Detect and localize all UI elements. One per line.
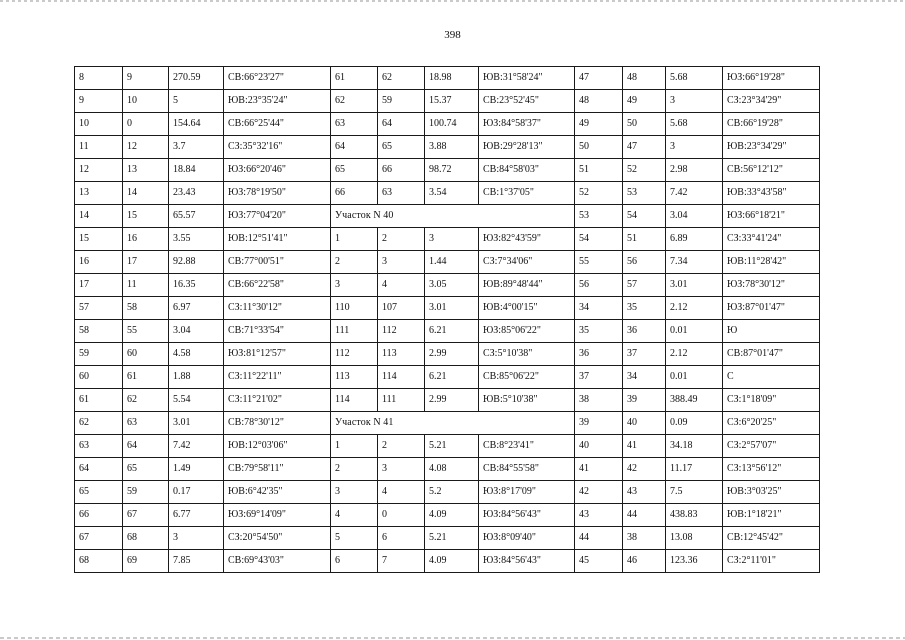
table-row [75,251,820,274]
distance-cell: 3.88 [425,136,479,159]
to-point-cell: 4 [378,274,425,297]
bearing-cell: ЮЗ:78°19'50" [224,182,331,205]
distance-cell: 7.42 [666,182,723,205]
from-point-cell: 58 [75,320,123,343]
distance-cell: 18.84 [169,159,224,182]
from-point-cell: 67 [75,527,123,550]
bearing-cell: ЮЗ:66°20'46" [224,159,331,182]
from-point-cell: 5 [331,527,378,550]
distance-cell: 15.37 [425,90,479,113]
from-point-cell: 65 [331,159,378,182]
to-point-cell: 3 [378,251,425,274]
to-point-cell: 67 [123,504,169,527]
bearing-cell: СЗ:6°20'25" [723,412,820,435]
to-point-cell: 40 [623,412,666,435]
from-point-cell: 2 [331,458,378,481]
to-point-cell: 111 [378,389,425,412]
distance-cell: 5 [169,90,224,113]
to-point-cell: 50 [623,113,666,136]
distance-cell: 4.09 [425,504,479,527]
bearing-cell: ЮВ:89°48'44" [479,274,575,297]
from-point-cell: 47 [575,67,623,90]
bearing-cell: ЮВ:1°18'21" [723,504,820,527]
to-point-cell: 9 [123,67,169,90]
distance-cell: 0.09 [666,412,723,435]
from-point-cell: 4 [331,504,378,527]
to-point-cell: 69 [123,550,169,573]
to-point-cell: 0 [123,113,169,136]
to-point-cell: 51 [623,228,666,251]
distance-cell: 6.77 [169,504,224,527]
distance-cell: 7.42 [169,435,224,458]
to-point-cell: 114 [378,366,425,389]
from-point-cell: 52 [575,182,623,205]
to-point-cell: 11 [123,274,169,297]
from-point-cell: 112 [331,343,378,366]
from-point-cell: 38 [575,389,623,412]
to-point-cell: 63 [378,182,425,205]
from-point-cell: 2 [331,251,378,274]
from-point-cell: 50 [575,136,623,159]
table-row [75,504,820,527]
to-point-cell: 12 [123,136,169,159]
distance-cell: 3 [666,136,723,159]
bearing-cell: СВ:66°22'58" [224,274,331,297]
distance-cell: 3.01 [666,274,723,297]
from-point-cell: 49 [575,113,623,136]
to-point-cell: 0 [378,504,425,527]
from-point-cell: 110 [331,297,378,320]
bearing-cell: СВ:66°25'44" [224,113,331,136]
from-point-cell: 13 [75,182,123,205]
survey-table-body [75,67,820,573]
bearing-cell: ЮЗ:69°14'09" [224,504,331,527]
bearing-cell: ЮЗ:84°58'37" [479,113,575,136]
from-point-cell: 3 [331,481,378,504]
bearing-cell: СЗ:11°21'02" [224,389,331,412]
distance-cell: 2.12 [666,297,723,320]
distance-cell: 1.88 [169,366,224,389]
bearing-cell: ЮВ:6°42'35" [224,481,331,504]
distance-cell: 13.08 [666,527,723,550]
from-point-cell: 34 [575,297,623,320]
table-row [75,159,820,182]
to-point-cell: 17 [123,251,169,274]
to-point-cell: 107 [378,297,425,320]
table-row [75,274,820,297]
distance-cell: 6.97 [169,297,224,320]
bearing-cell: СЗ:20°54'50" [224,527,331,550]
distance-cell: 23.43 [169,182,224,205]
to-point-cell: 68 [123,527,169,550]
table-row [75,67,820,90]
table-row [75,481,820,504]
to-point-cell: 63 [123,412,169,435]
distance-cell: 3.01 [169,412,224,435]
from-point-cell: 64 [331,136,378,159]
bearing-cell: ЮЗ:84°56'43" [479,504,575,527]
distance-cell: 7.34 [666,251,723,274]
to-point-cell: 37 [623,343,666,366]
distance-cell: 0.17 [169,481,224,504]
from-point-cell: 40 [575,435,623,458]
from-point-cell: 54 [575,228,623,251]
distance-cell: 5.2 [425,481,479,504]
bearing-cell: СЗ:1°18'09" [723,389,820,412]
from-point-cell: 10 [75,113,123,136]
distance-cell: 3.01 [425,297,479,320]
to-point-cell: 54 [623,205,666,228]
distance-cell: 98.72 [425,159,479,182]
distance-cell: 1.44 [425,251,479,274]
bearing-cell: СВ:1°37'05" [479,182,575,205]
distance-cell: 388.49 [666,389,723,412]
bearing-cell: С [723,366,820,389]
to-point-cell: 52 [623,159,666,182]
to-point-cell: 112 [378,320,425,343]
from-point-cell: 56 [575,274,623,297]
bearing-cell: СЗ:11°30'12" [224,297,331,320]
bearing-cell: СВ:79°58'11" [224,458,331,481]
to-point-cell: 2 [378,435,425,458]
from-point-cell: 36 [575,343,623,366]
to-point-cell: 42 [623,458,666,481]
distance-cell: 3 [169,527,224,550]
to-point-cell: 59 [123,481,169,504]
to-point-cell: 13 [123,159,169,182]
from-point-cell: 57 [75,297,123,320]
table-row [75,527,820,550]
distance-cell: 3 [425,228,479,251]
from-point-cell: 37 [575,366,623,389]
to-point-cell: 16 [123,228,169,251]
to-point-cell: 44 [623,504,666,527]
to-point-cell: 14 [123,182,169,205]
distance-cell: 6.21 [425,320,479,343]
to-point-cell: 56 [623,251,666,274]
bearing-cell: ЮВ:12°51'41" [224,228,331,251]
from-point-cell: 42 [575,481,623,504]
distance-cell: 5.68 [666,113,723,136]
distance-cell: 3.05 [425,274,479,297]
to-point-cell: 62 [378,67,425,90]
bearing-cell: СВ:77°00'51" [224,251,331,274]
from-point-cell: 64 [75,458,123,481]
to-point-cell: 7 [378,550,425,573]
distance-cell: 3 [666,90,723,113]
table-row [75,228,820,251]
distance-cell: 5.21 [425,435,479,458]
bearing-cell: СЗ:33°41'24" [723,228,820,251]
from-point-cell: 59 [75,343,123,366]
to-point-cell: 15 [123,205,169,228]
table-row [75,297,820,320]
from-point-cell: 11 [75,136,123,159]
table-row [75,389,820,412]
distance-cell: 5.54 [169,389,224,412]
bearing-cell: ЮЗ:87°01'47" [723,297,820,320]
distance-cell: 5.68 [666,67,723,90]
from-point-cell: 63 [75,435,123,458]
distance-cell: 3.7 [169,136,224,159]
to-point-cell: 49 [623,90,666,113]
bearing-cell: СВ:56°12'12" [723,159,820,182]
from-point-cell: 17 [75,274,123,297]
to-point-cell: 61 [123,366,169,389]
distance-cell: 2.12 [666,343,723,366]
from-point-cell: 41 [575,458,623,481]
distance-cell: 3.04 [666,205,723,228]
survey-table [74,66,820,573]
from-point-cell: 8 [75,67,123,90]
bearing-cell: СВ:8°23'41" [479,435,575,458]
to-point-cell: 66 [378,159,425,182]
table-row [75,343,820,366]
to-point-cell: 47 [623,136,666,159]
to-point-cell: 3 [378,458,425,481]
bearing-cell: ЮВ:5°10'38" [479,389,575,412]
distance-cell: 4.09 [425,550,479,573]
distance-cell: 1.49 [169,458,224,481]
bearing-cell: СВ:69°43'03" [224,550,331,573]
bearing-cell: ЮЗ:78°30'12" [723,274,820,297]
to-point-cell: 65 [378,136,425,159]
distance-cell: 11.17 [666,458,723,481]
bearing-cell: СВ:84°58'03" [479,159,575,182]
to-point-cell: 43 [623,481,666,504]
bearing-cell: СВ:87°01'47" [723,343,820,366]
distance-cell: 0.01 [666,366,723,389]
distance-cell: 0.01 [666,320,723,343]
to-point-cell: 55 [123,320,169,343]
distance-cell: 270.59 [169,67,224,90]
to-point-cell: 64 [123,435,169,458]
from-point-cell: 60 [75,366,123,389]
from-point-cell: 62 [75,412,123,435]
to-point-cell: 46 [623,550,666,573]
table-row [75,113,820,136]
distance-cell: 34.18 [666,435,723,458]
to-point-cell: 39 [623,389,666,412]
distance-cell: 4.58 [169,343,224,366]
bearing-cell: ЮВ:33°43'58" [723,182,820,205]
distance-cell: 154.64 [169,113,224,136]
bearing-cell: СВ:23°52'45" [479,90,575,113]
from-point-cell: 111 [331,320,378,343]
distance-cell: 7.85 [169,550,224,573]
distance-cell: 6.89 [666,228,723,251]
from-point-cell: 43 [575,504,623,527]
distance-cell: 18.98 [425,67,479,90]
to-point-cell: 38 [623,527,666,550]
bearing-cell: СВ:85°06'22" [479,366,575,389]
from-point-cell: 15 [75,228,123,251]
to-point-cell: 113 [378,343,425,366]
from-point-cell: 114 [331,389,378,412]
bearing-cell: ЮЗ:82°43'59" [479,228,575,251]
from-point-cell: 45 [575,550,623,573]
section-header-cell: Участок N 40 [331,205,575,228]
distance-cell: 92.88 [169,251,224,274]
distance-cell: 3.55 [169,228,224,251]
bearing-cell: ЮЗ:66°18'21" [723,205,820,228]
distance-cell: 3.54 [425,182,479,205]
bearing-cell: ЮВ:4°00'15" [479,297,575,320]
to-point-cell: 64 [378,113,425,136]
table-row [75,136,820,159]
table-row [75,550,820,573]
scan-edge-top [0,0,905,2]
distance-cell: 6.21 [425,366,479,389]
from-point-cell: 1 [331,435,378,458]
distance-cell: 2.99 [425,343,479,366]
from-point-cell: 6 [331,550,378,573]
to-point-cell: 62 [123,389,169,412]
table-row [75,320,820,343]
bearing-cell: СЗ:2°57'07" [723,435,820,458]
table-row [75,182,820,205]
to-point-cell: 59 [378,90,425,113]
from-point-cell: 68 [75,550,123,573]
from-point-cell: 113 [331,366,378,389]
from-point-cell: 66 [75,504,123,527]
to-point-cell: 48 [623,67,666,90]
bearing-cell: СВ:84°55'58" [479,458,575,481]
bearing-cell: ЮЗ:66°19'28" [723,67,820,90]
bearing-cell: ЮЗ:81°12'57" [224,343,331,366]
bearing-cell: ЮЗ:8°17'09" [479,481,575,504]
to-point-cell: 58 [123,297,169,320]
from-point-cell: 51 [575,159,623,182]
bearing-cell: ЮЗ:85°06'22" [479,320,575,343]
section-header-cell: Участок N 41 [331,412,575,435]
to-point-cell: 2 [378,228,425,251]
from-point-cell: 16 [75,251,123,274]
to-point-cell: 34 [623,366,666,389]
distance-cell: 2.99 [425,389,479,412]
to-point-cell: 36 [623,320,666,343]
table-row [75,90,820,113]
from-point-cell: 65 [75,481,123,504]
bearing-cell: СЗ:11°22'11" [224,366,331,389]
to-point-cell: 53 [623,182,666,205]
distance-cell: 65.57 [169,205,224,228]
bearing-cell: ЮЗ:77°04'20" [224,205,331,228]
from-point-cell: 63 [331,113,378,136]
bearing-cell: ЮВ:23°35'24" [224,90,331,113]
bearing-cell: СВ:78°30'12" [224,412,331,435]
bearing-cell: СЗ:7°34'06" [479,251,575,274]
to-point-cell: 57 [623,274,666,297]
bearing-cell: ЮВ:11°28'42" [723,251,820,274]
table-row [75,435,820,458]
distance-cell: 100.74 [425,113,479,136]
bearing-cell: ЮЗ:8°09'40" [479,527,575,550]
from-point-cell: 44 [575,527,623,550]
distance-cell: 2.98 [666,159,723,182]
distance-cell: 16.35 [169,274,224,297]
bearing-cell: СЗ:5°10'38" [479,343,575,366]
table-row [75,205,820,228]
distance-cell: 5.21 [425,527,479,550]
bearing-cell: ЮВ:23°34'29" [723,136,820,159]
from-point-cell: 1 [331,228,378,251]
distance-cell: 4.08 [425,458,479,481]
table-row [75,366,820,389]
distance-cell: 7.5 [666,481,723,504]
distance-cell: 438.83 [666,504,723,527]
from-point-cell: 3 [331,274,378,297]
bearing-cell: ЮВ:3°03'25" [723,481,820,504]
from-point-cell: 12 [75,159,123,182]
bearing-cell: СВ:12°45'42" [723,527,820,550]
bearing-cell: ЮВ:31°58'24" [479,67,575,90]
distance-cell: 123.36 [666,550,723,573]
bearing-cell: СЗ:35°32'16" [224,136,331,159]
bearing-cell: СЗ:2°11'01" [723,550,820,573]
distance-cell: 3.04 [169,320,224,343]
from-point-cell: 48 [575,90,623,113]
bearing-cell: ЮЗ:84°56'43" [479,550,575,573]
from-point-cell: 35 [575,320,623,343]
from-point-cell: 62 [331,90,378,113]
from-point-cell: 61 [75,389,123,412]
bearing-cell: ЮВ:12°03'06" [224,435,331,458]
table-row [75,412,820,435]
bearing-cell: СВ:66°19'28" [723,113,820,136]
from-point-cell: 53 [575,205,623,228]
from-point-cell: 61 [331,67,378,90]
from-point-cell: 14 [75,205,123,228]
bearing-cell: СВ:71°33'54" [224,320,331,343]
from-point-cell: 66 [331,182,378,205]
to-point-cell: 4 [378,481,425,504]
bearing-cell: СВ:66°23'27" [224,67,331,90]
bearing-cell: СЗ:13°56'12" [723,458,820,481]
from-point-cell: 39 [575,412,623,435]
scan-edge-bottom [0,637,905,639]
to-point-cell: 60 [123,343,169,366]
bearing-cell: СЗ:23°34'29" [723,90,820,113]
to-point-cell: 6 [378,527,425,550]
to-point-cell: 65 [123,458,169,481]
to-point-cell: 10 [123,90,169,113]
from-point-cell: 55 [575,251,623,274]
page-number: 398 [444,29,461,41]
to-point-cell: 35 [623,297,666,320]
to-point-cell: 41 [623,435,666,458]
table-row [75,458,820,481]
bearing-cell: ЮВ:29°28'13" [479,136,575,159]
bearing-cell: Ю [723,320,820,343]
from-point-cell: 9 [75,90,123,113]
